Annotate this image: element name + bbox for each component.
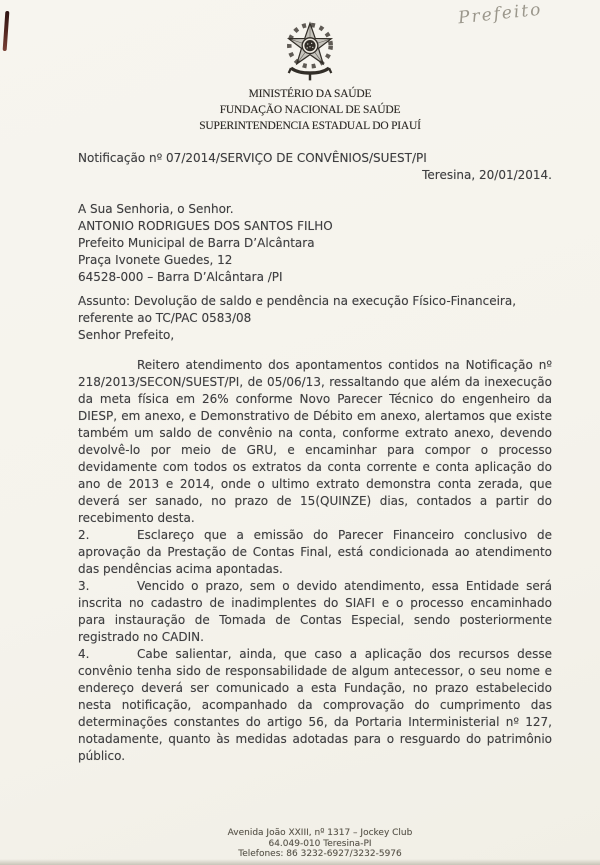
recipient-name: ANTONIO RODRIGUES DOS SANTOS FILHO xyxy=(78,219,333,233)
recipient-salutation: A Sua Senhoria, o Senhor. xyxy=(78,202,234,216)
subject-block xyxy=(78,293,552,327)
recipient-title: Prefeito Municipal de Barra D’Alcântara xyxy=(78,236,315,250)
paragraph-2-text: Esclareço que a emissão do Parecer Financeiro conclusivo de aprovação da Prestação de Contas Final, está condicionada ao atendimento das pendências acima apontadas. xyxy=(78,528,552,576)
paragraph-2-number: 2. xyxy=(78,528,90,542)
recipient-street: Praça Ivonete Guedes, 12 xyxy=(78,253,233,267)
scan-edge-shadow xyxy=(0,859,600,865)
paragraph-2 xyxy=(78,527,552,578)
paragraph-1 xyxy=(78,357,552,527)
letterhead-text xyxy=(10,86,600,134)
letterhead xyxy=(10,0,600,134)
footer-cep: 64.049-010 Teresina-PI xyxy=(268,838,372,849)
footer-address xyxy=(20,828,600,860)
ministry-name: MINISTÉRIO DA SAÚDE xyxy=(248,88,372,100)
superintendence-name: SUPERINTENDENCIA ESTADUAL DO PIAUÍ xyxy=(199,120,421,132)
pen-mark-artifact xyxy=(3,11,10,51)
paragraph-1-text: Reitero atendimento dos apontamentos contidos na Notificação nº 218/2013/SECON/SUEST/PI, de 05/06/13, ressaltando que além da inexecução da meta física em 26% conforme Novo Parecer Técnico do engenheiro da DIESP, em anexo, e Demonstrativo de Débito em anexo, alertamos que existe também um saldo de convênio na conta, conforme extrato anexo, devendo devolvê-lo por meio de GRU, e encaminhar para compor o processo devidamente com todos os extratos da conta corrente e conta aplicação do ano de 2013 e 2014, onde o ultimo extrato demonstra conta zerada, que deverá ser sanado, no prazo de 15(QUINZE) dias, contados a partir do recebimento desta. xyxy=(78,358,552,525)
paragraph-4-number: 4. xyxy=(78,647,90,661)
footer-phones: Telefones: 86 3232-6927/3232-5976 xyxy=(238,849,402,859)
subject-line-2: referente ao TC/PAC 0583/08 xyxy=(78,311,252,325)
paragraph-4-text: Cabe salientar, ainda, que caso a aplicação dos recursos desse convênio tenha sido de responsabilidade de algum antecessor, o seu nome e endereço deverá ser comunicado a esta Fundação, no prazo estabelecido nesta notificação, acompanhado da comprovação do cumprimento das determinações constantes do artigo 56, da Portaria Interministerial nº 127, notadamente, quanto às medidas adotadas para o resguardo do patrimônio público. xyxy=(78,647,552,763)
greeting: Senhor Prefeito, xyxy=(78,328,175,342)
date-line: Teresina, 20/01/2014. xyxy=(422,168,552,182)
subject-line-1: Assunto: Devolução de saldo e pendência na execução Físico-Financeira, xyxy=(78,294,517,308)
notification-number: Notificação nº 07/2014/SERVIÇO DE CONVÊNIOS/SUEST/PI xyxy=(78,151,427,165)
letter-body xyxy=(78,150,552,765)
paragraph-3 xyxy=(78,578,552,646)
paragraph-4 xyxy=(78,646,552,765)
brazil-coat-of-arms-icon xyxy=(282,21,338,86)
handwritten-note: Prefeito xyxy=(457,0,544,29)
paragraph-3-number: 3. xyxy=(78,579,90,593)
recipient-block xyxy=(78,201,552,286)
paragraph-3-text: Vencido o prazo, sem o devido atendimento, essa Entidade será inscrita no cadastro de inadimplentes do SIAFI e o processo encaminhado para instauração de Tomada de Contas Especial, sendo posteriormente registrado no CADIN. xyxy=(78,579,552,644)
footer-street: Avenida João XXIII, nº 1317 – Jockey Club xyxy=(227,828,413,838)
recipient-city: 64528-000 – Barra D’Alcântara /PI xyxy=(78,270,283,284)
foundation-name: FUNDAÇÃO NACIONAL DE SAÚDE xyxy=(219,104,401,116)
